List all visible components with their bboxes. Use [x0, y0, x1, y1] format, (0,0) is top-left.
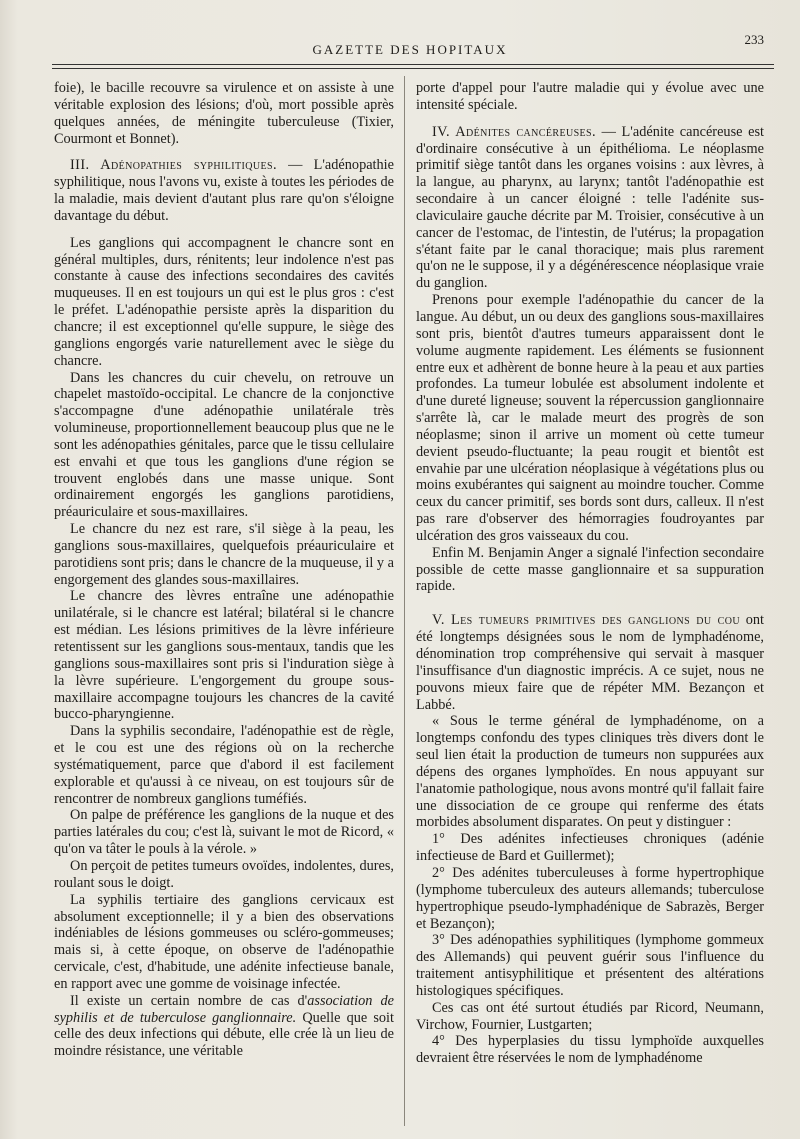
paragraph-text: — L'adénite cancéreuse est d'ordinaire consécutive à un épithélioma. Le néoplasme primitif siège tantôt dans les organes voisins : aux lèvres, à la langue, au pharynx, au larynx; tantôt l'adénopathie est secondaire à un cancer éloigné : telle l'adénite sus-claviculaire gauche décrite par M. Troisier, consécutive à un cancer de l'estomac, de l'intestin, de l'utérus; la propagation s'étant faite par le canal thoracique; mais plus rarement qu'on ne le suppose, il y a dégénérescence néoplasique vraie du ganglion. [416, 123, 764, 292]
paragraph: foie), le bacille recouvre sa virulence et on assiste à une véritable explosion des lésions; d'où, mort possible après quelques années, de méningite tuberculeuse (Tixier, Courmont et Bonnet). [54, 80, 394, 147]
section-paragraph-iv [416, 124, 764, 292]
paragraph: « Sous le terme général de lymphadénome, on a longtemps confondu des types cliniques très divers dont le seul lien était la production de tumeurs non suppurées aux dépens des organes lymphoïdes. En nous appuyant sur l'anatomie pathologique, nous avons montré qu'il fallait faire une dissociation de ce groupe qui renferme des états morbides absolument disparates. On peut y distinguer : [416, 713, 764, 831]
paragraph: Dans les chancres du cuir chevelu, on retrouve un chapelet mastoïdo-occipital. Le chancre de la conjonctive s'accompagne d'une adénopathie unilatérale très volumineuse, proportionnellement beaucoup plus que ne le sont les adénopathies génitales, parce que le tissu cellulaire est envahi et que tous les ganglions d'une région se trouvent englobés dans une masse unique. Sont ordinairement engorgés les ganglions parotidiens, préauriculaire et sous-maxillaires. [54, 369, 394, 521]
journal-title: GAZETTE DES HOPITAUX [312, 42, 508, 57]
page-number: 233 [744, 32, 764, 47]
italic-phrase: association de syphilis et de tuberculose ganglionnaire. [54, 992, 394, 1026]
paragraph: Enfin M. Benjamin Anger a signalé l'infection secondaire possible de cette masse ganglionnaire et sa suppuration rapide. [416, 544, 764, 595]
paragraph: Les ganglions qui accompagnent le chancre sont en général multiples, durs, rénitents; leur indolence n'est pas constante à cause des infections secondaires des cavités muqueuses. Il en est toujours un qui est le plus gros : c'est le préfet. L'adénopathie persiste après la disparition du chancre; il est exceptionnel qu'elle suppure, le siège des ganglions engorgés varie naturellement avec le siège du chancre. [54, 234, 394, 369]
left-column [54, 80, 394, 1060]
paragraph [54, 993, 394, 1060]
section-paragraph-v [416, 612, 764, 713]
paragraph: Dans la syphilis secondaire, l'adénopathie est de règle, et le cou est une des régions où on la recherche systématiquement, parce que d'abord il est facilement explorable et qu'aussi à ce niveau, on est toujours sûr de rencontrer de nombreux ganglions tuméfiés. [54, 723, 394, 807]
paragraph: Prenons pour exemple l'adénopathie du cancer de la langue. Au début, un ou deux des ganglions sous-maxillaires sont pris, bientôt d'autres tumeurs apparaissent dont le volume augmente rapidement. Les éléments se fusionnent entre eux et adhèrent de bonne heure à la peau et aux parties profondes. La tumeur lobulée est absolument indolente et d'une dureté ligneuse; souvent la répercussion ganglionnaire s'arrête là, car le malade meurt des progrès de son néoplasme; sinon il arrive un moment où cette tumeur devient pseudo-fluctuante; la peau rougit et bientôt est envahie par une ulcération néoplasique à végétations plus ou moins exubérantes qui saignent au moindre toucher. Comme ceux du cancer primitif, ses bords sont durs, calleux. Il n'est pas rare d'observer des hémorragies foudroyantes par ulcération des gros vaisseaux du cou. [416, 292, 764, 544]
right-column [416, 80, 764, 1067]
paragraph-text: Il existe un certain nombre de cas d' [70, 992, 308, 1009]
list-item: 3° Des adénopathies syphilitiques (lymphome gommeux des Allemands) qui peuvent guérir sous l'influence du traitement antisyphilitique et présentent des altérations histologiques spécifiques. [416, 932, 764, 999]
list-item: 4° Des hyperplasies du tissu lymphoïde auxquelles devraient être réservées le nom de lymphadénome [416, 1033, 764, 1067]
paragraph-text: Quelle que soit celle des deux infections qui débute, elle crée là un lieu de moindre résistance, une véritable [54, 1009, 394, 1060]
page-header [50, 30, 770, 60]
paragraph-text: — L'adénopathie syphilitique, nous l'avons vu, existe à toutes les périodes de la maladie, mais devient d'autant plus rare qu'on s'éloigne davantage du début. [54, 157, 394, 224]
paragraph-text: ont été longtemps désignées sous le nom de lymphadénome, dénomination trop compréhensive qui servait à masquer l'insuffisance d'un diagnostic imprécis. A ce sujet, nous ne pouvons mieux faire que de répéter MM. Bezançon et Labbé. [416, 612, 764, 713]
section-heading-v: V. Les tumeurs primitives des ganglions du cou [432, 612, 740, 629]
paragraph: La syphilis tertiaire des ganglions cervicaux est absolument exceptionnelle; il y a bien des observations indéniables de lésions gommeuses ou scléro-gommeuses; mais si, à cette époque, on observe de l'adénopathie cervicale, c'est, d'habitude, une adénite infectieuse banale, en rapport avec une gomme de voisinage infectée. [54, 891, 394, 992]
section-heading-iv: IV. Adénites cancéreuses. [432, 123, 596, 140]
paragraph: On palpe de préférence les ganglions de la nuque et des parties latérales du cou; c'est là, suivant le mot de Ricord, « qu'on va tâter le pouls à la vérole. » [54, 807, 394, 858]
list-item: 1° Des adénites infectieuses chroniques (adénie infectieuse de Bard et Guillermet); [416, 831, 764, 865]
paragraph: Ces cas ont été surtout étudiés par Ricord, Neumann, Virchow, Fournier, Lustgarten; [416, 999, 764, 1033]
header-rule [52, 64, 774, 69]
column-divider [404, 76, 405, 1126]
paragraph: porte d'appel pour l'autre maladie qui y évolue avec une intensité spéciale. [416, 80, 764, 113]
section-heading-iii: III. Adénopathies syphilitiques. [70, 157, 277, 174]
paragraph: On perçoit de petites tumeurs ovoïdes, indolentes, dures, roulant sous le doigt. [54, 857, 394, 891]
list-item: 2° Des adénites tuberculeuses à forme hypertrophique (lymphome tuberculeux des auteurs allemands; tuberculose hypertrophique pseudo-lymphadénique de Sabrazès, Berger et Bezançon); [416, 864, 764, 932]
paragraph: Le chancre des lèvres entraîne une adénopathie unilatérale, si le chancre est latéral; bilatéral si le chancre est médian. Les lésions primitives de la lèvre inférieure retentissent sur les ganglions sous-mentaux, tandis que les ganglions sous-maxillaires sont pris si l'induration siège à la lèvre supérieure. L'engorgement du groupe sous-maxillaire accompagne toujours les chancres de la cavité bucco-pharyngienne. [54, 588, 394, 723]
paragraph: Le chancre du nez est rare, s'il siège à la peau, les ganglions sous-maxillaires, quelquefois préauriculaire et parotidiens sont pris; dans le chancre de la muqueuse, il y a engorgement des glandes sous-maxillaires. [54, 521, 394, 588]
section-paragraph-iii [54, 157, 394, 224]
